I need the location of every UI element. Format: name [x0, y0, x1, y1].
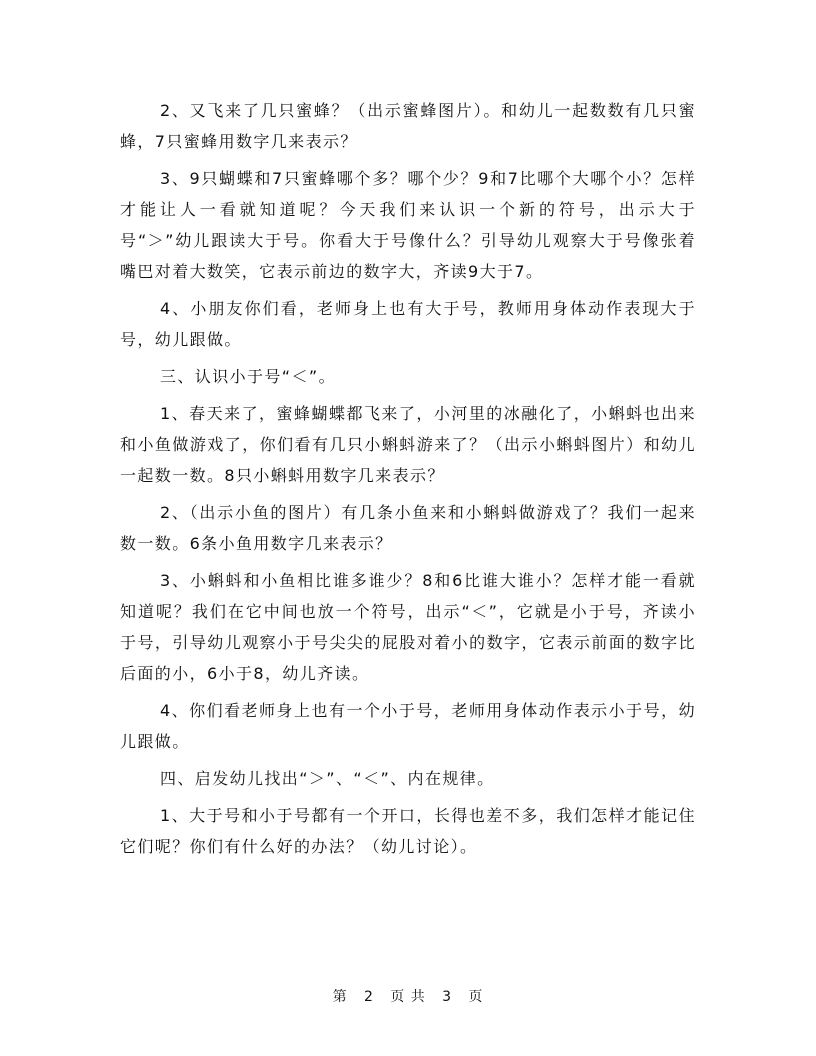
footer-current-page: 2 [363, 989, 374, 1005]
paragraph-5: 1、春天来了，蜜蜂蝴蝶都飞来了，小河里的冰融化了，小蝌蚪也出来和小鱼做游戏了，你们看有几只小蝌蚪游来了？（出示小蝌蚪图片）和幼儿一起数一数。8只小蝌蚪用数字几来表示？ [120, 404, 696, 485]
paragraph-10: 1、大于号和小于号都有一个开口，长得也差不多，我们怎样才能记住它们呢？你们有什么好的办法？（幼儿讨论）。 [120, 806, 696, 856]
document-body [120, 95, 696, 868]
footer-total-pages: 3 [442, 989, 452, 1005]
footer-prefix: 第 [332, 989, 348, 1005]
footer-suffix: 页 [468, 989, 484, 1005]
paragraph-3: 4、小朋友你们看，老师身上也有大于号，教师用身体动作表现大于号，幼儿跟做。 [120, 299, 696, 349]
paragraph-2: 3、9只蝴蝶和7只蜜蜂哪个多？哪个少？9和7比哪个大哪个小？怎样才能让人一看就知道呢？今天我们来认识一个新的符号，出示大于号“＞”幼儿跟读大于号。你看大于号像什么？引导幼儿观察大于号像张着嘴巴对着大数笑，它表示前边的数字大，齐读9大于7。 [120, 169, 696, 281]
paragraph-6: 2、（出示小鱼的图片）有几条小鱼来和小蝌蚪做游戏了？我们一起来数一数。6条小鱼用数字几来表示？ [120, 503, 696, 553]
paragraph-1: 2、又飞来了几只蜜蜂？（出示蜜蜂图片）。和幼儿一起数数有几只蜜蜂，7只蜜蜂用数字几来表示？ [120, 101, 696, 151]
page-footer [0, 986, 816, 1006]
section-heading-3: 三、认识小于号“＜”。 [160, 367, 336, 386]
paragraph-8: 4、你们看老师身上也有一个小于号，老师用身体动作表示小于号，幼儿跟做。 [120, 701, 696, 751]
footer-middle: 页 共 [390, 989, 426, 1005]
paragraph-7: 3、小蝌蚪和小鱼相比谁多谁少？8和6比谁大谁小？怎样才能一看就知道呢？我们在它中间也放一个符号，出示“＜”，它就是小于号，齐读小于号，引导幼儿观察小于号尖尖的屁股对着小的数字，它表示前面的数字比后面的小，6小于8，幼儿齐读。 [120, 571, 696, 683]
section-heading-4: 四、启发幼儿找出“＞”、“＜”、内在规律。 [160, 769, 495, 788]
